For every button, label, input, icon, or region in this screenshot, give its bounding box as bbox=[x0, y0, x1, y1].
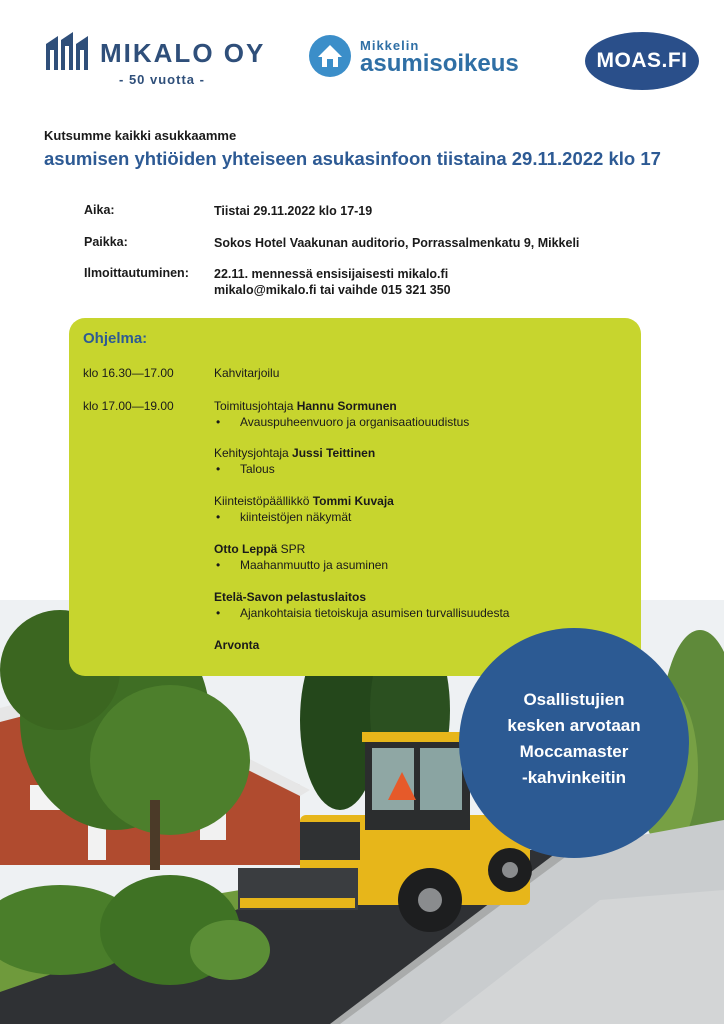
mikalo-logo bbox=[44, 28, 284, 90]
detail-value: Sokos Hotel Vaakunan auditorio, Porrassalmenkatu 9, Mikkeli bbox=[214, 236, 580, 250]
mikalo-logo-icon bbox=[44, 30, 92, 72]
invitation-intro: Kutsumme kaikki asukkaamme bbox=[44, 128, 237, 143]
speaker-name: Tommi Kuvaja bbox=[312, 494, 394, 508]
detail-value: mikalo@mikalo.fi tai vaihde 015 321 350 bbox=[214, 283, 451, 297]
detail-label: Aika: bbox=[84, 203, 115, 217]
bullet-icon: • bbox=[216, 558, 221, 572]
detail-label: Paikka: bbox=[84, 235, 128, 249]
program-speaker bbox=[214, 590, 366, 604]
mikalo-logo-text: MIKALO OY bbox=[100, 38, 266, 68]
program-closing bbox=[214, 638, 259, 652]
bullet-icon: • bbox=[216, 415, 221, 429]
speaker-name: Etelä-Savon pelastuslaitos bbox=[214, 590, 367, 604]
speaker-role: Kehitysjohtaja bbox=[214, 446, 293, 460]
speaker-name: Otto Leppä bbox=[214, 542, 278, 556]
speaker-name: Jussi Teittinen bbox=[292, 446, 376, 460]
program-topic bbox=[216, 606, 509, 620]
topic-text: Maahanmuutto ja asuminen bbox=[240, 558, 389, 572]
program-speaker bbox=[214, 494, 394, 508]
program-box bbox=[69, 318, 641, 676]
badge-line: Moccamaster bbox=[519, 742, 629, 761]
badge-line: kesken arvotaan bbox=[507, 716, 641, 735]
closing-text: Arvonta bbox=[214, 638, 260, 652]
speaker-role: Toimitusjohtaja bbox=[214, 399, 297, 413]
event-headline: asumisen yhtiöiden yhteiseen asukasinfoon tiistaina 29.11.2022 klo 17 bbox=[44, 148, 661, 169]
program-topic bbox=[216, 462, 275, 476]
topic-text: Avauspuheenvuoro ja organisaatiouudistus bbox=[240, 415, 470, 429]
moas-logo: MOAS.FI bbox=[585, 32, 699, 90]
program-topic bbox=[216, 510, 351, 524]
asumisoikeus-logo-small: Mikkelin bbox=[360, 38, 420, 53]
topic-text: kiinteistöjen näkymät bbox=[240, 510, 352, 524]
detail-label: Ilmoittautuminen: bbox=[84, 266, 189, 280]
program-speaker bbox=[214, 399, 397, 413]
bullet-icon: • bbox=[216, 462, 221, 476]
asumisoikeus-logo bbox=[308, 32, 558, 82]
prize-badge bbox=[459, 628, 689, 858]
speaker-org: SPR bbox=[277, 542, 306, 556]
mikalo-logo-subtitle: - 50 vuotta - bbox=[119, 72, 205, 87]
asumisoikeus-logo-text: asumisoikeus bbox=[360, 50, 519, 77]
house-icon bbox=[308, 34, 352, 78]
program-speaker bbox=[214, 542, 305, 556]
topic-text: Talous bbox=[240, 462, 275, 476]
program-item: Kahvitarjoilu bbox=[214, 366, 280, 380]
detail-value: Tiistai 29.11.2022 klo 17-19 bbox=[214, 204, 373, 218]
bullet-icon: • bbox=[216, 606, 221, 620]
program-topic bbox=[216, 558, 388, 572]
program-topic bbox=[216, 415, 469, 429]
badge-line: Osallistujien bbox=[523, 690, 625, 709]
speaker-role: Kiinteistöpäällikkö bbox=[214, 494, 313, 508]
program-time: klo 16.30—17.00 bbox=[83, 366, 174, 380]
program-speaker bbox=[214, 446, 375, 460]
badge-line: -kahvinkeitin bbox=[522, 768, 626, 787]
program-time: klo 17.00—19.00 bbox=[83, 399, 174, 413]
topic-text: Ajankohtaisia tietoiskuja asumisen turvallisuudesta bbox=[240, 606, 510, 620]
speaker-name: Hannu Sormunen bbox=[296, 399, 397, 413]
program-title: Ohjelma: bbox=[83, 330, 148, 347]
bullet-icon: • bbox=[216, 510, 221, 524]
detail-value: 22.11. mennessä ensisijaisesti mikalo.fi bbox=[214, 267, 449, 281]
